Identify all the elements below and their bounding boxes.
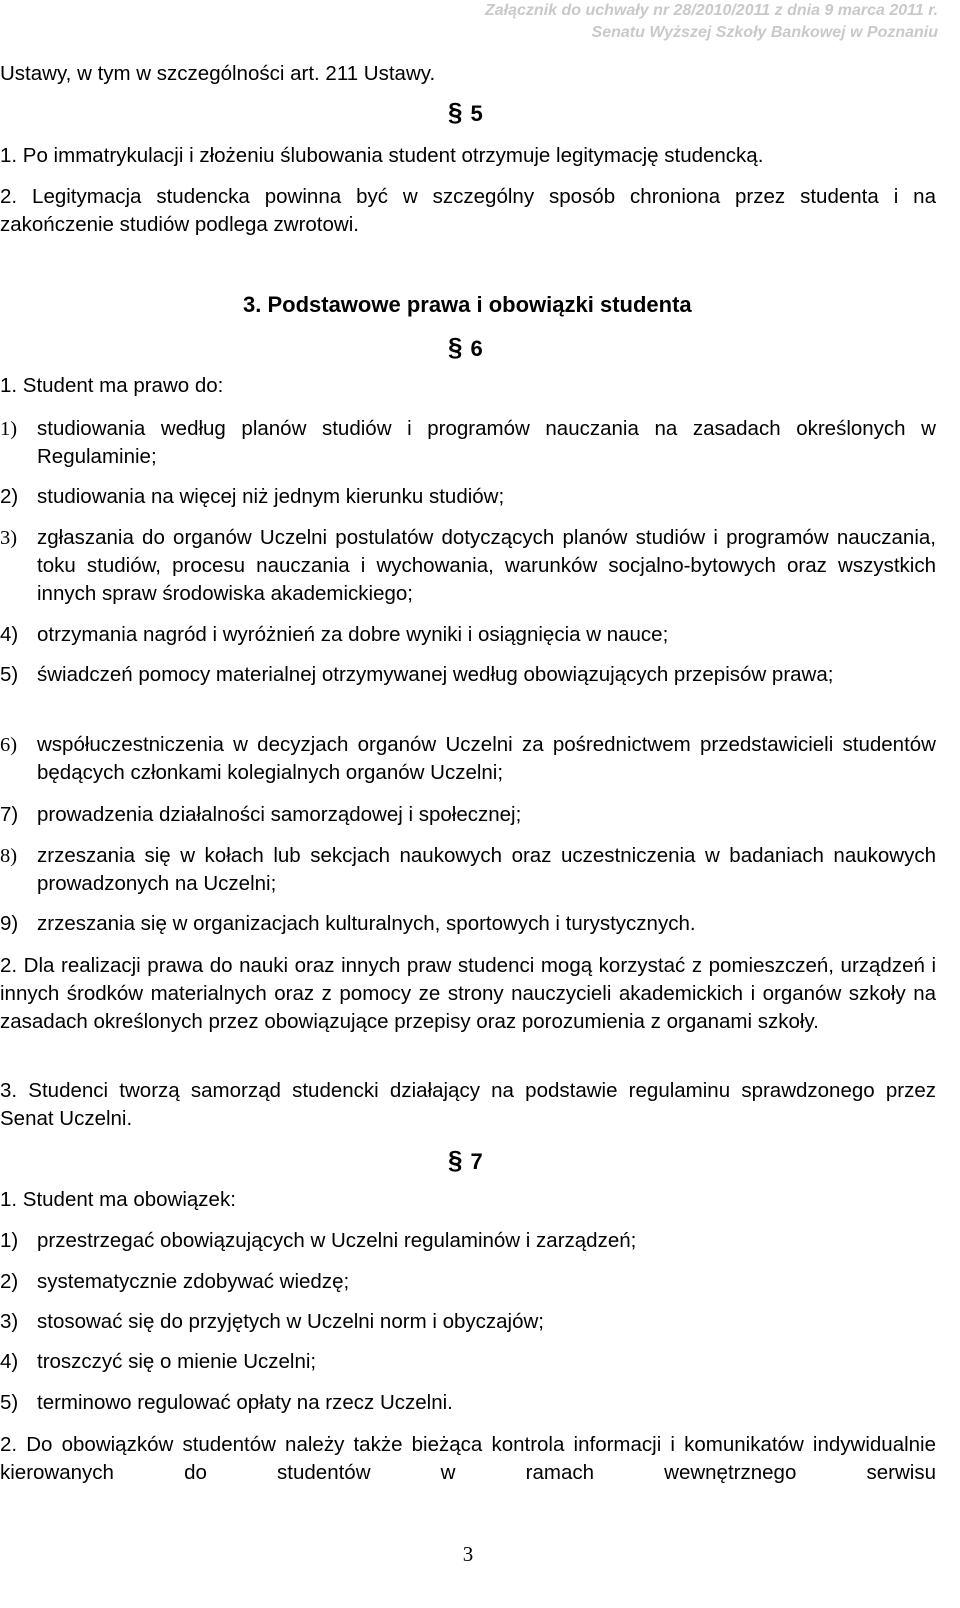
item-text: przestrzegać obowiązujących w Uczelni regulaminów i zarządzeń; xyxy=(37,1229,637,1252)
s7-item-1 xyxy=(0,1227,936,1255)
section-number: 5 xyxy=(470,101,483,126)
page-number: 3 xyxy=(462,1542,474,1566)
item-text: prowadzenia działalności samorządowej i społecznej; xyxy=(37,803,522,826)
s6-item-7 xyxy=(0,801,936,829)
s7-lead: 1. Student ma obowiązek: xyxy=(0,1188,236,1211)
intro-tail: Ustawy, w tym w szczególności art. 211 Ustawy. xyxy=(0,62,436,85)
item-text: systematycznie zdobywać wiedzę; xyxy=(37,1270,350,1293)
s6-item-1 xyxy=(0,415,936,471)
s5-paragraph-2: 2. Legitymacja studencka powinna być w szczególny sposób chroniona przez studenta i na zakończenie studiów podlega zwrotowi. xyxy=(0,185,936,236)
item-text: zgłaszania do organów Uczelni postulatów dotyczących planów studiów i programów nauczania, toku studiów, procesu nauczania i wychowania, warunków socjalno-bytowych oraz wszystkich innych spraw środowiska akademickiego; xyxy=(37,526,936,605)
section-5-heading xyxy=(448,98,483,128)
s6-item-9 xyxy=(0,910,936,938)
s7-item-5 xyxy=(0,1389,936,1417)
item-text: współuczestniczenia w decyzjach organów Uczelni za pośrednictwem przedstawicieli studentów będących członkami kolegialnych organów Uczelni; xyxy=(37,733,936,784)
s6-item-8 xyxy=(0,842,936,898)
item-text: zrzeszania się w kołach lub sekcjach naukowych oraz uczestniczenia w badaniach naukowych prowadzonych na Uczelni; xyxy=(37,844,936,895)
item-number: 3) xyxy=(0,1310,19,1333)
s6-item-4 xyxy=(0,621,936,649)
s6-item-5 xyxy=(0,661,936,689)
section-number: 7 xyxy=(470,1149,483,1174)
item-text: troszczyć się o mienie Uczelni; xyxy=(37,1350,317,1373)
item-number: 1) xyxy=(0,1229,19,1252)
section-symbol: § xyxy=(448,1145,463,1175)
s6-paragraph-3: 3. Studenci tworzą samorząd studencki działający na podstawie regulaminu sprawdzonego przez Senat Uczelni. xyxy=(0,1079,936,1130)
item-text: terminowo regulować opłaty na rzecz Uczelni. xyxy=(37,1391,453,1414)
item-number: 6) xyxy=(0,734,18,756)
s6-paragraph-2: 2. Dla realizacji prawa do nauki oraz innych praw studenci mogą korzystać z pomieszczeń, urządzeń i innych środków materialnych oraz z pomocy ze strony nauczycieli akademickich i organów szkoły na zasadach określonych przez obowiązujące przepisy oraz porozumienia z organami szkoły. xyxy=(0,954,936,1033)
item-number: 8) xyxy=(0,845,18,867)
item-number: 5) xyxy=(0,1391,19,1414)
item-number: 4) xyxy=(0,623,19,646)
header-line-2: Senatu Wyższej Szkoły Bankowej w Poznaniu xyxy=(591,24,938,41)
s6-lead: 1. Student ma prawo do: xyxy=(0,374,224,397)
item-number: 7) xyxy=(0,803,19,826)
item-text: świadczeń pomocy materialnej otrzymywanej według obowiązujących przepisów prawa; xyxy=(37,663,834,686)
item-number: 2) xyxy=(0,1270,19,1293)
item-number: 3) xyxy=(0,527,18,549)
section-7-heading xyxy=(448,1146,483,1176)
s7-item-3 xyxy=(0,1308,936,1336)
section-6-heading xyxy=(448,333,483,363)
item-number: 4) xyxy=(0,1350,19,1373)
item-number: 9) xyxy=(0,912,19,935)
s5-paragraph-1: 1. Po immatrykulacji i złożeniu ślubowania student otrzymuje legitymację studencką. xyxy=(0,144,764,167)
s6-item-2 xyxy=(0,483,936,511)
item-text: zrzeszania się w organizacjach kulturalnych, sportowych i turystycznych. xyxy=(37,912,696,935)
s7-paragraph-2: 2. Do obowiązków studentów należy także bieżąca kontrola informacji i komunikatów indywidualnie kierowanych do studentów w ramach wewnętrznego serwisu xyxy=(0,1433,936,1484)
item-text: studiowania na więcej niż jednym kierunku studiów; xyxy=(37,485,505,508)
s6-item-3 xyxy=(0,524,936,608)
header-line-1: Załącznik do uchwały nr 28/2010/2011 z dnia 9 marca 2011 r. xyxy=(485,2,938,19)
section-symbol: § xyxy=(448,97,463,127)
page-header xyxy=(485,0,938,44)
s7-item-4 xyxy=(0,1348,936,1376)
item-text: studiowania według planów studiów i programów nauczania na zasadach określonych w Regulaminie; xyxy=(37,417,936,468)
item-text: otrzymania nagród i wyróżnień za dobre wyniki i osiągnięcia w nauce; xyxy=(37,623,669,646)
s7-item-2 xyxy=(0,1268,936,1296)
item-number: 2) xyxy=(0,485,19,508)
chapter-3-title: 3. Podstawowe prawa i obowiązki studenta xyxy=(243,292,692,317)
item-text: stosować się do przyjętych w Uczelni norm i obyczajów; xyxy=(37,1310,544,1333)
item-number: 5) xyxy=(0,663,19,686)
item-number: 1) xyxy=(0,418,18,440)
section-symbol: § xyxy=(448,332,463,362)
s6-item-6 xyxy=(0,731,936,787)
section-number: 6 xyxy=(470,336,483,361)
